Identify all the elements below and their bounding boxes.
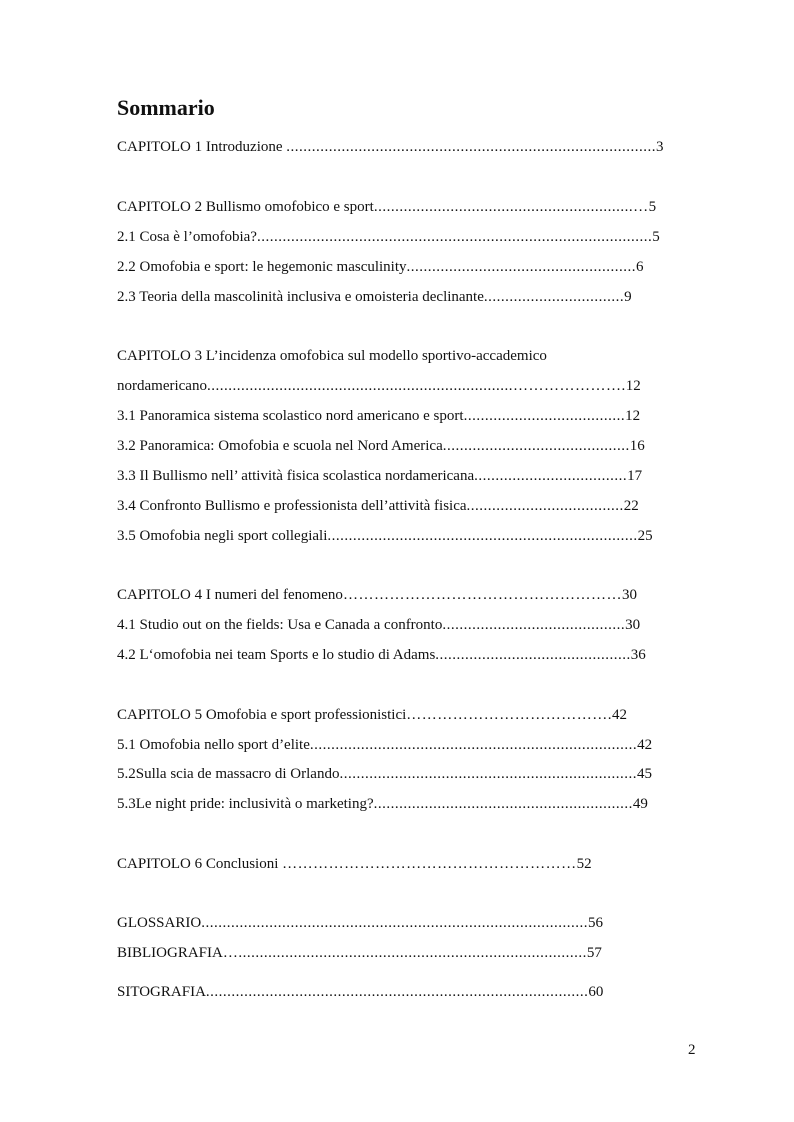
toc-page-number: 42 bbox=[612, 707, 628, 723]
toc-entry-capitolo-4[interactable] bbox=[117, 585, 700, 605]
toc-entry-capitolo-2[interactable] bbox=[117, 197, 697, 217]
toc-page-number: 57 bbox=[586, 945, 602, 961]
toc-page-number: 25 bbox=[637, 528, 653, 544]
toc-entry-label: BIBLIOGRAFIA bbox=[117, 945, 223, 961]
toc-entry-2-2[interactable] bbox=[117, 257, 697, 277]
toc-dot-leader: …………………………………. bbox=[406, 707, 613, 723]
toc-dot-leader: ...................................... bbox=[463, 408, 626, 424]
toc-entry-3-4[interactable] bbox=[117, 496, 697, 516]
toc-dot-leader: ........................................................................................... bbox=[201, 915, 588, 931]
toc-entry-label: CAPITOLO 4 I numeri del fenomeno bbox=[117, 587, 343, 603]
toc-entry-label: 4.1 Studio out on the fields: Usa e Canada a confronto bbox=[117, 617, 443, 633]
toc-page-number: 3 bbox=[656, 139, 664, 155]
toc-entry-label: 3.5 Omofobia negli sport collegiali bbox=[117, 528, 328, 544]
toc-entry-label: 3.4 Confronto Bullismo e professionista dell’attività fisica bbox=[117, 498, 467, 514]
toc-dot-leader: ............................................................. bbox=[373, 796, 633, 812]
toc-entry-sitografia[interactable] bbox=[117, 982, 697, 1002]
toc-entry-3-2[interactable] bbox=[117, 436, 697, 456]
toc-entry-5-2[interactable] bbox=[117, 764, 697, 784]
toc-entry-label: GLOSSARIO bbox=[117, 915, 202, 931]
toc-entry-5-3[interactable] bbox=[117, 794, 697, 814]
toc-dot-leader: .................................... bbox=[474, 468, 628, 484]
page-number: 2 bbox=[688, 1042, 696, 1058]
toc-entry-capitolo-3-line-2[interactable] bbox=[117, 376, 697, 396]
toc-page-number: 17 bbox=[627, 468, 643, 484]
toc-entry-label: nordamericano bbox=[117, 378, 207, 394]
toc-entry-2-1[interactable] bbox=[117, 227, 697, 247]
toc-page-number: 49 bbox=[632, 796, 648, 812]
toc-entry-3-5[interactable] bbox=[117, 526, 697, 546]
toc-page-number: 45 bbox=[636, 766, 652, 782]
toc-entry-label: 2.1 Cosa è l’omofobia? bbox=[117, 229, 257, 245]
toc-entry-capitolo-3-line-1[interactable] bbox=[117, 346, 547, 366]
toc-dot-leader: ................................. bbox=[483, 289, 625, 305]
page-title: Sommario bbox=[117, 95, 215, 120]
toc-entry-label: CAPITOLO 2 Bullismo omofobico e sport bbox=[117, 199, 374, 215]
toc-entry-label: 5.2Sulla scia de massacro di Orlando bbox=[117, 766, 340, 782]
toc-entry-4-1[interactable] bbox=[117, 615, 697, 635]
toc-dot-leader: ….................................................................................. bbox=[222, 945, 587, 961]
toc-dot-leader: ............................................................................. bbox=[309, 737, 638, 753]
toc-entry-4-2[interactable] bbox=[117, 645, 697, 665]
toc-page-number: 5 bbox=[652, 229, 660, 245]
toc-entry-label: 5.1 Omofobia nello sport d’elite bbox=[117, 737, 310, 753]
toc-dot-leader: ……………………………………………… bbox=[342, 587, 622, 603]
toc-entry-capitolo-6[interactable] bbox=[117, 854, 700, 874]
toc-page-number: 30 bbox=[625, 617, 641, 633]
toc-entry-label: 2.3 Teoria della mascolinità inclusiva e omoisteria declinante bbox=[117, 289, 484, 305]
toc-dot-leader: ...................................................................... bbox=[339, 766, 637, 782]
toc-page-number: 56 bbox=[587, 915, 603, 931]
toc-page-number: 60 bbox=[588, 984, 604, 1000]
toc-entry-5-1[interactable] bbox=[117, 735, 697, 755]
toc-entry-label: CAPITOLO 6 Conclusioni bbox=[117, 856, 283, 872]
toc-page-number: 22 bbox=[623, 498, 639, 514]
toc-dot-leader: ………………………………………………… bbox=[282, 856, 577, 872]
toc-page-number: 6 bbox=[636, 259, 644, 275]
toc-entry-label: CAPITOLO 3 L’incidenza omofobica sul modello sportivo-accademico bbox=[117, 348, 547, 364]
toc-entry-2-3[interactable] bbox=[117, 287, 697, 307]
toc-dot-leader: .......................................................................................... bbox=[205, 984, 589, 1000]
toc-page-number: 16 bbox=[629, 438, 645, 454]
toc-dot-leader: .............................................................… bbox=[373, 199, 649, 215]
toc-entry-bibliografia[interactable] bbox=[117, 943, 697, 963]
toc-entry-label: 2.2 Omofobia e sport: le hegemonic masculinity bbox=[117, 259, 407, 275]
toc-entry-capitolo-5[interactable] bbox=[117, 705, 697, 725]
toc-entry-label: SITOGRAFIA bbox=[117, 984, 206, 1000]
toc-dot-leader: ............................................................................................. bbox=[256, 229, 653, 245]
toc-entry-label: 3.2 Panoramica: Omofobia e scuola nel Nord America bbox=[117, 438, 443, 454]
toc-entry-3-1[interactable] bbox=[117, 406, 697, 426]
toc-page-number: 42 bbox=[637, 737, 653, 753]
toc-page-number: 12 bbox=[625, 378, 641, 394]
toc-page-number: 30 bbox=[621, 587, 637, 603]
toc-entry-label: 3.3 Il Bullismo nell’ attività fisica scolastica nordamericana bbox=[117, 468, 475, 484]
toc-dot-leader: ...................................................... bbox=[406, 259, 637, 275]
toc-dot-leader: .............................................. bbox=[435, 647, 631, 663]
toc-entry-label: 3.1 Panoramica sistema scolastico nord americano e sport bbox=[117, 408, 464, 424]
toc-dot-leader: ........................................... bbox=[442, 617, 626, 633]
toc-page-number: 52 bbox=[576, 856, 592, 872]
toc-entry-3-3[interactable] bbox=[117, 466, 697, 486]
toc-entry-label: 4.2 L‘omofobia nei team Sports e lo studio di Adams bbox=[117, 647, 436, 663]
toc-dot-leader: ..................................... bbox=[466, 498, 624, 514]
toc-entry-label: CAPITOLO 1 Introduzione bbox=[117, 139, 287, 155]
toc-entry-capitolo-1[interactable] bbox=[117, 137, 697, 157]
toc-dot-leader: ............................................ bbox=[442, 438, 630, 454]
toc-entry-glossario[interactable] bbox=[117, 913, 697, 933]
toc-page-number: 36 bbox=[630, 647, 646, 663]
toc-dot-leader: ....................................................................................... bbox=[286, 139, 657, 155]
toc-page-number: 12 bbox=[625, 408, 641, 424]
toc-entry-label: CAPITOLO 5 Omofobia e sport professionistici bbox=[117, 707, 407, 723]
toc-entry-label: 5.3Le night pride: inclusività o marketing? bbox=[117, 796, 374, 812]
toc-page-number: 5 bbox=[648, 199, 657, 215]
toc-dot-leader: ........................................................................…………………. bbox=[206, 378, 626, 394]
toc-page-number: 9 bbox=[624, 289, 632, 305]
toc-dot-leader: ......................................................................... bbox=[327, 528, 638, 544]
